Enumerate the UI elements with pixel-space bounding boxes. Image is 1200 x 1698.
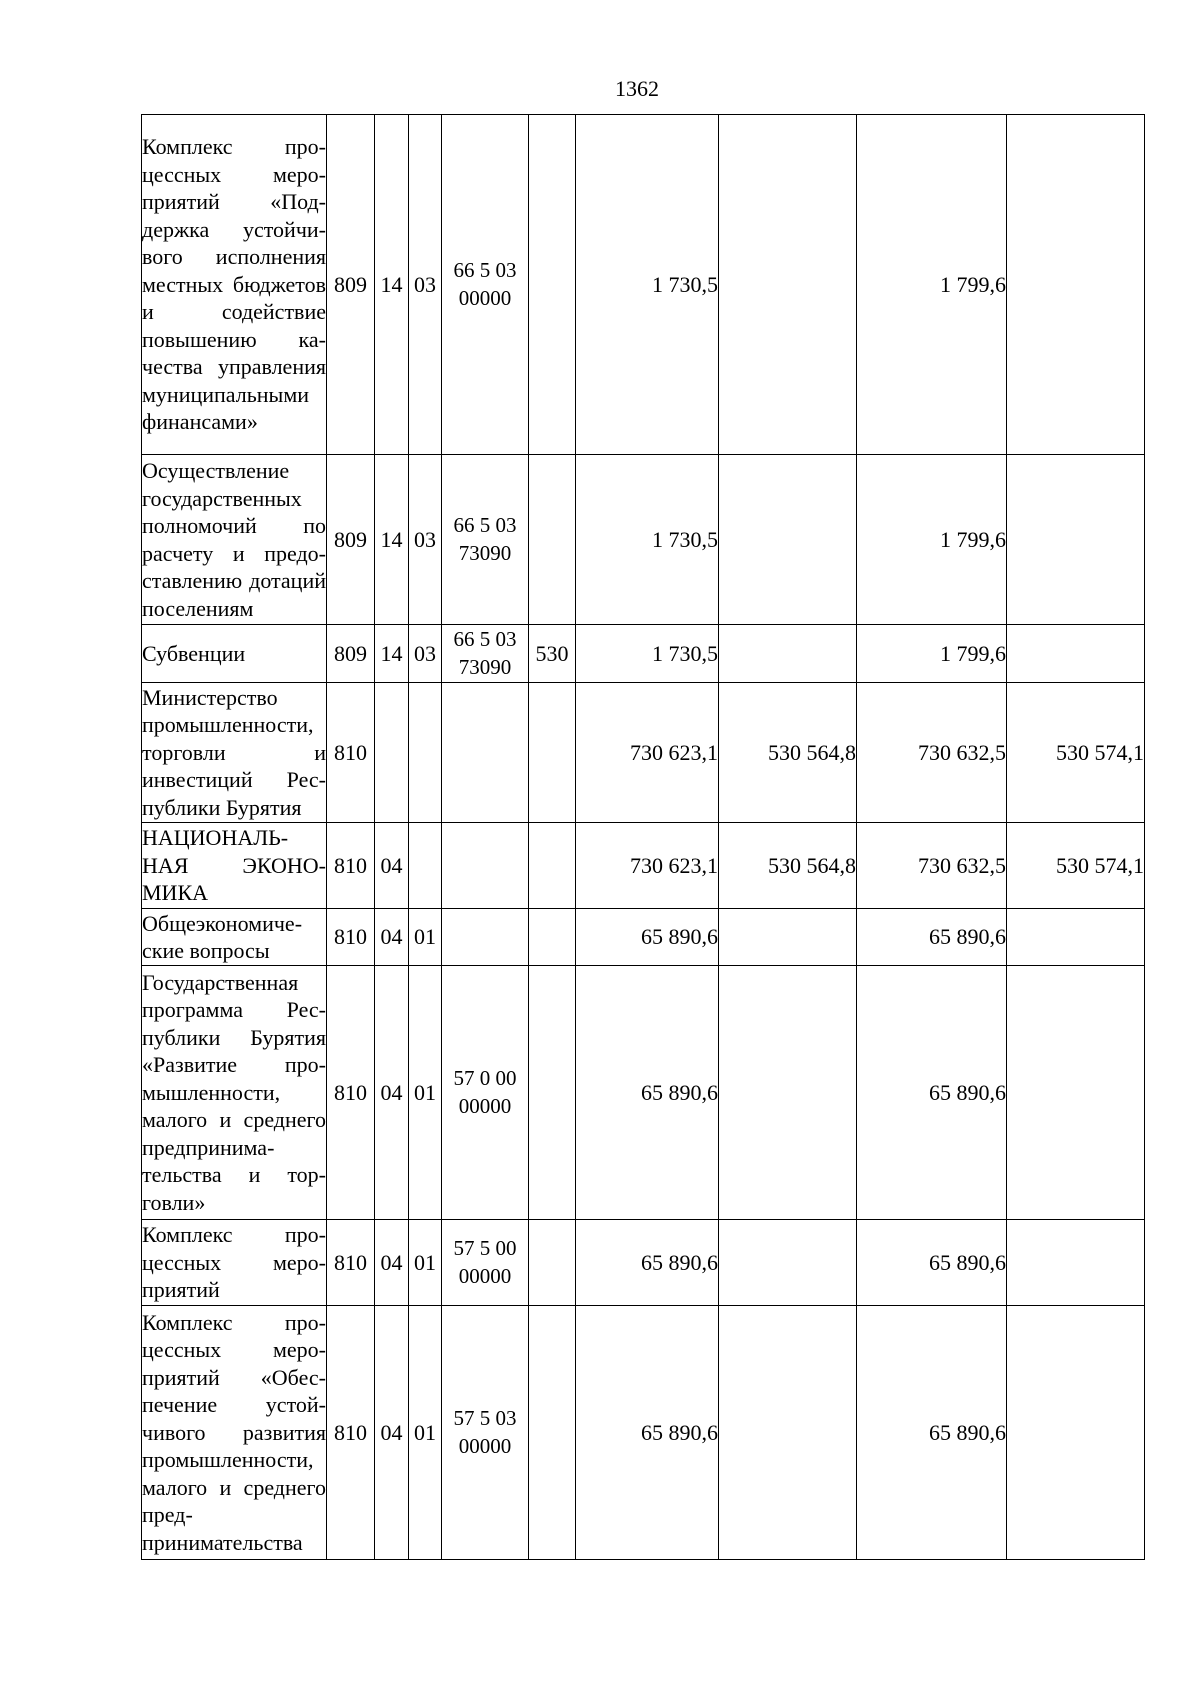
target-article-line-1: 57 5 00: [453, 1236, 517, 1260]
target-article-code: [442, 823, 529, 909]
subsection-code: 03: [409, 455, 442, 625]
section-code: 04: [375, 966, 409, 1220]
page-number: 1362: [615, 76, 659, 101]
amount-year-2-federal: 530 574,1: [1007, 823, 1145, 909]
table-row: [142, 455, 1145, 625]
amount-year-1: 1 730,5: [576, 455, 719, 625]
amount-year-1-federal: 530 564,8: [719, 683, 857, 823]
amount-year-2: 65 890,6: [857, 909, 1007, 966]
row-name: Общеэкономические вопросы: [142, 909, 327, 966]
table-row: [142, 115, 1145, 455]
table-row: [142, 909, 1145, 966]
target-article-code: [442, 455, 529, 625]
subsection-code: 03: [409, 115, 442, 455]
amount-year-1-federal: [719, 909, 857, 966]
amount-year-2: 1 799,6: [857, 115, 1007, 455]
subsection-code: 01: [409, 909, 442, 966]
subsection-code: 01: [409, 1306, 442, 1560]
section-code: 14: [375, 115, 409, 455]
expense-type-code: [529, 683, 576, 823]
ministry-code: 809: [327, 115, 375, 455]
amount-year-1: 1 730,5: [576, 115, 719, 455]
table-row: [142, 823, 1145, 909]
target-article-line-2: 73090: [458, 654, 512, 679]
amount-year-2-federal: [1007, 455, 1145, 625]
section-code: 04: [375, 1220, 409, 1306]
target-article-code: [442, 909, 529, 966]
section-code: 04: [375, 1306, 409, 1560]
ministry-code: 809: [327, 455, 375, 625]
row-name: Министерство промышленности, торговли и инвестиций Республики Бурятия: [142, 683, 327, 823]
subsection-code: [409, 683, 442, 823]
expense-type-code: [529, 909, 576, 966]
amount-year-1: 65 890,6: [576, 909, 719, 966]
amount-year-2-federal: [1007, 1306, 1145, 1560]
amount-year-2: 1 799,6: [857, 455, 1007, 625]
subsection-code: 01: [409, 966, 442, 1220]
table-row: [142, 683, 1145, 823]
amount-year-2: 65 890,6: [857, 1306, 1007, 1560]
row-name: Осуществление государственных полномочий по расчету и предоставлению дотаций поселениям: [142, 455, 327, 625]
amount-year-2: 1 799,6: [857, 625, 1007, 683]
amount-year-1-federal: [719, 625, 857, 683]
section-code: 14: [375, 455, 409, 625]
subsection-code: 03: [409, 625, 442, 683]
target-article-line-1: 57 0 00: [453, 1066, 517, 1090]
ministry-code: 810: [327, 683, 375, 823]
section-code: 04: [375, 823, 409, 909]
amount-year-1-federal: [719, 966, 857, 1220]
target-article-line-2: 73090: [458, 540, 512, 565]
ministry-code: 810: [327, 1306, 375, 1560]
amount-year-2-federal: [1007, 115, 1145, 455]
row-name: НАЦИОНАЛЬНАЯ ЭКОНОМИКА: [142, 823, 327, 909]
ministry-code: 810: [327, 909, 375, 966]
row-name: Комплекс процессных мероприятий «Поддержка устойчивого исполнения местных бюджетов и содействие повышению качества управления муниципальными финансами»: [142, 115, 327, 455]
amount-year-1: 65 890,6: [576, 1220, 719, 1306]
amount-year-1: 1 730,5: [576, 625, 719, 683]
row-name: Государственная программа Республики Бурятия «Развитие промышленности, малого и среднего предпринимательства и торговли»: [142, 966, 327, 1220]
amount-year-2-federal: [1007, 625, 1145, 683]
ministry-code: 810: [327, 1220, 375, 1306]
ministry-code: 809: [327, 625, 375, 683]
subsection-code: 01: [409, 1220, 442, 1306]
row-name: Субвенции: [142, 625, 327, 683]
target-article-line-2: 00000: [458, 285, 512, 310]
amount-year-1-federal: [719, 1220, 857, 1306]
ministry-code: 810: [327, 966, 375, 1220]
target-article-code: [442, 115, 529, 455]
amount-year-1: 730 623,1: [576, 683, 719, 823]
expense-type-code: 530: [529, 625, 576, 683]
target-article-line-2: 00000: [458, 1433, 512, 1458]
amount-year-2: 65 890,6: [857, 966, 1007, 1220]
amount-year-2: 65 890,6: [857, 1220, 1007, 1306]
target-article-line-1: 66 5 03: [453, 513, 517, 537]
budget-table: [141, 114, 1145, 1560]
section-code: 14: [375, 625, 409, 683]
table-row: [142, 1220, 1145, 1306]
expense-type-code: [529, 115, 576, 455]
amount-year-2-federal: 530 574,1: [1007, 683, 1145, 823]
table-row: [142, 966, 1145, 1220]
amount-year-1-federal: 530 564,8: [719, 823, 857, 909]
target-article-code: [442, 1306, 529, 1560]
expense-type-code: [529, 1220, 576, 1306]
amount-year-2: 730 632,5: [857, 823, 1007, 909]
expense-type-code: [529, 455, 576, 625]
amount-year-1: 65 890,6: [576, 1306, 719, 1560]
amount-year-1: 730 623,1: [576, 823, 719, 909]
table-row: [142, 625, 1145, 683]
amount-year-2: 730 632,5: [857, 683, 1007, 823]
amount-year-1-federal: [719, 115, 857, 455]
amount-year-1-federal: [719, 455, 857, 625]
target-article-code: [442, 683, 529, 823]
expense-type-code: [529, 966, 576, 1220]
expense-type-code: [529, 823, 576, 909]
row-name: Комплекс процессных мероприятий: [142, 1220, 327, 1306]
section-code: [375, 683, 409, 823]
amount-year-1-federal: [719, 1306, 857, 1560]
ministry-code: 810: [327, 823, 375, 909]
target-article-code: [442, 625, 529, 683]
amount-year-2-federal: [1007, 966, 1145, 1220]
target-article-code: [442, 1220, 529, 1306]
table-row: [142, 1306, 1145, 1560]
target-article-line-1: 57 5 03: [453, 1406, 517, 1430]
expense-type-code: [529, 1306, 576, 1560]
amount-year-2-federal: [1007, 909, 1145, 966]
target-article-line-1: 66 5 03: [453, 258, 517, 282]
section-code: 04: [375, 909, 409, 966]
row-name: Комплекс процессных мероприятий «Обеспечение устойчивого развития промышленности, малого и среднего предпринимательства: [142, 1306, 327, 1560]
target-article-code: [442, 966, 529, 1220]
amount-year-2-federal: [1007, 1220, 1145, 1306]
target-article-line-2: 00000: [458, 1263, 512, 1288]
target-article-line-2: 00000: [458, 1093, 512, 1118]
amount-year-1: 65 890,6: [576, 966, 719, 1220]
target-article-line-1: 66 5 03: [453, 627, 517, 651]
subsection-code: [409, 823, 442, 909]
